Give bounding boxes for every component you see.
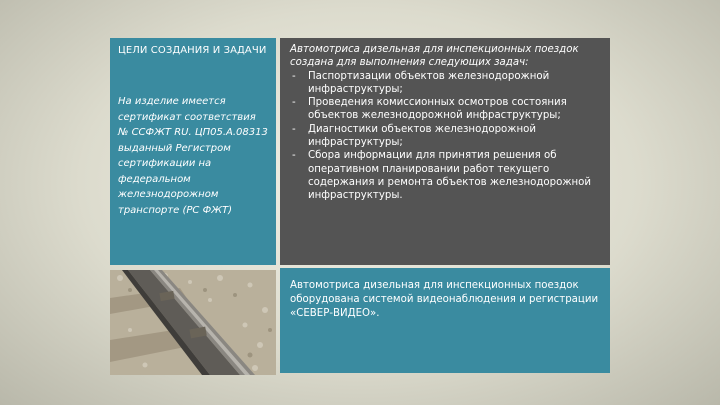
task-item: - Диагностики объектов железнодорожной инфраструктуры; bbox=[290, 123, 600, 150]
rail-track-photo bbox=[110, 270, 276, 375]
goals-panel bbox=[110, 38, 276, 265]
task-item: - Проведения комиссионных осмотров состояния объектов железнодорожной инфраструктуры; bbox=[290, 96, 600, 123]
video-system-panel bbox=[280, 268, 610, 373]
task-item: - Паспортизации объектов железнодорожной инфраструктуры; bbox=[290, 70, 600, 97]
task-list bbox=[290, 70, 600, 203]
rail-track-image bbox=[110, 270, 276, 375]
certificate-text: На изделие имеется сертификат соответствия № ССФЖТ RU. ЦП05.А.08313 выданный Регистром сертификации на федеральном железнодорожном транспорте (РС ФЖТ) bbox=[118, 96, 268, 216]
goals-title: ЦЕЛИ СОЗДАНИЯ И ЗАДАЧИ bbox=[118, 45, 267, 56]
task-item: - Сбора информации для принятия решения об оперативном планировании работ текущего содержания и ремонта объектов железнодорожной инфраструктуры. bbox=[290, 149, 600, 202]
tasks-intro: Автомотриса дизельная для инспекционных поездок создана для выполнения следующих задач: bbox=[290, 44, 579, 69]
tasks-panel bbox=[280, 38, 610, 265]
video-system-text: Автомотриса дизельная для инспекционных поездок оборудована системой видеонаблюдения и регистрации «СЕВЕР-ВИДЕО». bbox=[290, 280, 599, 319]
